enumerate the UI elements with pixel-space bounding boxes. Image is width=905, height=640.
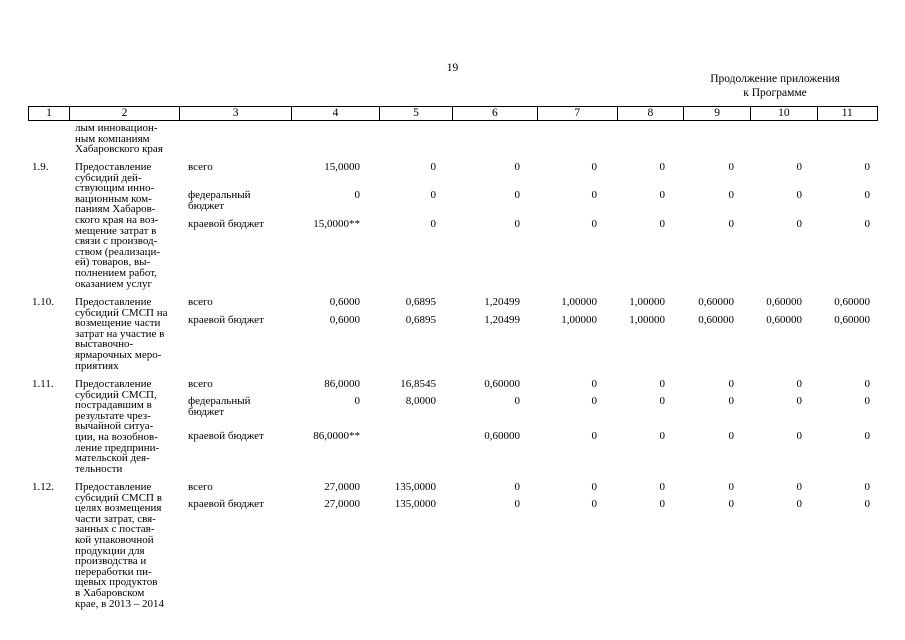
carryover-description bbox=[75, 123, 185, 155]
value-cell: 0 bbox=[864, 481, 870, 493]
value-cell: 1,00000 bbox=[561, 296, 597, 308]
value-cell: 0 bbox=[728, 481, 734, 493]
description-line: ствующим инно- bbox=[75, 182, 155, 195]
value-cell: 0 bbox=[591, 189, 597, 201]
value-cell: 0 bbox=[659, 378, 665, 390]
description-line: субсидий СМСП, bbox=[75, 388, 157, 401]
value-cell: 0 bbox=[430, 189, 436, 201]
source-label bbox=[188, 396, 288, 417]
description-line: связи с производ- bbox=[75, 235, 158, 248]
value-cell: 86,0000 bbox=[324, 378, 360, 390]
description-line: пострадавшим в bbox=[75, 399, 152, 412]
description-line: ством (реализаци- bbox=[75, 245, 161, 258]
row-description bbox=[75, 482, 185, 609]
value-cell: 0 bbox=[864, 498, 870, 510]
value-cell: 0,6000 bbox=[329, 296, 360, 308]
value-cell: 0 bbox=[796, 189, 802, 201]
description-line: ского края на воз- bbox=[75, 213, 159, 226]
value-cell: 0 bbox=[591, 395, 597, 407]
value-cell: 86,0000** bbox=[313, 430, 360, 442]
value-cell: 0 bbox=[796, 161, 802, 173]
source-label: краевой бюджет bbox=[188, 218, 264, 230]
value-cell: 15,0000 bbox=[324, 161, 360, 173]
value-cell: 1,00000 bbox=[561, 314, 597, 326]
value-cell: 0 bbox=[659, 498, 665, 510]
value-cell: 15,0000** bbox=[313, 218, 360, 230]
description-line: целях возмещения bbox=[75, 502, 162, 515]
value-cell: 0,6000 bbox=[329, 314, 360, 326]
value-cell: 1,00000 bbox=[629, 296, 665, 308]
value-cell: 0 bbox=[864, 161, 870, 173]
value-cell: 1,00000 bbox=[629, 314, 665, 326]
description-line: в Хабаровском bbox=[75, 586, 145, 599]
value-cell: 0 bbox=[728, 395, 734, 407]
value-cell: 0 bbox=[659, 430, 665, 442]
value-cell: 0 bbox=[728, 378, 734, 390]
value-cell: 0 bbox=[514, 161, 520, 173]
row-number: 1.10. bbox=[32, 296, 54, 308]
continuation-line-2: к Программе bbox=[743, 86, 807, 99]
value-cell: 0 bbox=[354, 395, 360, 407]
continuation-note bbox=[680, 73, 870, 100]
value-cell: 0 bbox=[796, 395, 802, 407]
header-col-2: 2 bbox=[69, 107, 179, 120]
value-cell: 0,60000 bbox=[834, 314, 870, 326]
carryover-line: Хабаровского края bbox=[75, 143, 163, 156]
value-cell: 0 bbox=[796, 218, 802, 230]
value-cell: 0 bbox=[591, 498, 597, 510]
carryover-line: ным компаниям bbox=[75, 132, 150, 145]
source-line: федеральный bbox=[188, 189, 251, 201]
value-cell: 27,0000 bbox=[324, 498, 360, 510]
value-cell: 135,0000 bbox=[394, 498, 436, 510]
source-label: всего bbox=[188, 378, 213, 390]
row-description bbox=[75, 162, 185, 289]
description-line: субсидий СМСП на bbox=[75, 306, 168, 319]
value-cell: 0 bbox=[728, 430, 734, 442]
value-cell: 0 bbox=[796, 430, 802, 442]
row-number: 1.12. bbox=[32, 481, 54, 493]
header-col-5: 5 bbox=[379, 107, 452, 120]
value-cell: 16,8545 bbox=[400, 378, 436, 390]
row-description bbox=[75, 297, 185, 371]
header-col-3: 3 bbox=[179, 107, 291, 120]
description-line: Предоставление bbox=[75, 378, 152, 390]
description-line: ции, на возобнов- bbox=[75, 430, 158, 443]
value-cell: 0,60000 bbox=[698, 296, 734, 308]
value-cell: 0 bbox=[659, 395, 665, 407]
row-number: 1.11. bbox=[32, 378, 54, 390]
source-label: краевой бюджет bbox=[188, 314, 264, 326]
source-label bbox=[188, 190, 288, 211]
description-line: возмещение части bbox=[75, 317, 161, 330]
value-cell: 0 bbox=[864, 189, 870, 201]
description-line: ление предприни- bbox=[75, 441, 160, 454]
source-label: всего bbox=[188, 296, 213, 308]
value-cell: 0 bbox=[430, 218, 436, 230]
description-line: занных с постав- bbox=[75, 523, 155, 536]
value-cell: 0,60000 bbox=[698, 314, 734, 326]
value-cell: 0 bbox=[514, 395, 520, 407]
value-cell: 0 bbox=[354, 189, 360, 201]
value-cell: 0,60000 bbox=[834, 296, 870, 308]
description-line: оказанием услуг bbox=[75, 277, 153, 290]
value-cell: 0 bbox=[864, 430, 870, 442]
value-cell: 0 bbox=[591, 161, 597, 173]
value-cell: 0 bbox=[659, 161, 665, 173]
continuation-line-1: Продолжение приложения bbox=[710, 73, 840, 85]
value-cell: 0 bbox=[728, 498, 734, 510]
value-cell: 135,0000 bbox=[394, 481, 436, 493]
page-number: 19 bbox=[446, 62, 459, 74]
header-col-10: 10 bbox=[750, 107, 816, 120]
value-cell: 0 bbox=[659, 481, 665, 493]
value-cell: 0 bbox=[864, 218, 870, 230]
description-line: части затрат, свя- bbox=[75, 512, 156, 525]
value-cell: 0 bbox=[864, 395, 870, 407]
description-line: кой упаковочной bbox=[75, 533, 154, 546]
value-cell: 0 bbox=[591, 481, 597, 493]
value-cell: 0,6895 bbox=[405, 314, 436, 326]
value-cell: 0 bbox=[796, 481, 802, 493]
value-cell: 1,20499 bbox=[484, 314, 520, 326]
description-line: ей) товаров, вы- bbox=[75, 256, 151, 269]
description-line: тельности bbox=[75, 462, 123, 475]
description-line: Предоставление bbox=[75, 481, 152, 493]
source-line: федеральный bbox=[188, 395, 251, 407]
description-line: ярмарочных меро- bbox=[75, 348, 162, 361]
value-cell: 0 bbox=[659, 218, 665, 230]
value-cell: 0 bbox=[796, 498, 802, 510]
source-label: всего bbox=[188, 481, 213, 493]
description-line: Предоставление bbox=[75, 161, 152, 173]
description-line: затрат на участие в bbox=[75, 327, 165, 340]
header-col-11: 11 bbox=[817, 107, 877, 120]
value-cell: 0 bbox=[591, 378, 597, 390]
header-col-1: 1 bbox=[46, 107, 52, 119]
header-col-8: 8 bbox=[617, 107, 683, 120]
source-line: бюджет bbox=[188, 405, 224, 418]
value-cell: 0 bbox=[728, 189, 734, 201]
value-cell: 0,6895 bbox=[405, 296, 436, 308]
value-cell: 0 bbox=[514, 481, 520, 493]
description-line: вычайной ситуа- bbox=[75, 420, 154, 433]
value-cell: 27,0000 bbox=[324, 481, 360, 493]
description-line: полнением работ, bbox=[75, 266, 157, 279]
value-cell: 0,60000 bbox=[484, 430, 520, 442]
source-label: краевой бюджет bbox=[188, 498, 264, 510]
value-cell: 0,60000 bbox=[766, 296, 802, 308]
description-line: результате чрез- bbox=[75, 409, 151, 422]
description-line: крае, в 2013 – 2014 bbox=[75, 597, 165, 610]
description-line: производства и bbox=[75, 555, 147, 568]
description-line: субсидий дей- bbox=[75, 171, 142, 184]
description-line: вационным ком- bbox=[75, 192, 152, 205]
value-cell: 0 bbox=[591, 430, 597, 442]
value-cell: 0 bbox=[514, 498, 520, 510]
description-line: субсидий СМСП в bbox=[75, 491, 162, 504]
source-line: бюджет bbox=[188, 199, 224, 212]
value-cell: 8,0000 bbox=[405, 395, 436, 407]
value-cell: 0 bbox=[659, 189, 665, 201]
header-col-4: 4 bbox=[291, 107, 379, 120]
value-cell: 0 bbox=[864, 378, 870, 390]
description-line: паниям Хабаров- bbox=[75, 203, 156, 216]
source-label: всего bbox=[188, 161, 213, 173]
value-cell: 0 bbox=[430, 161, 436, 173]
value-cell: 0,60000 bbox=[484, 378, 520, 390]
description-line: Предоставление bbox=[75, 296, 152, 308]
header-col-7: 7 bbox=[537, 107, 617, 120]
value-cell: 0 bbox=[728, 161, 734, 173]
table-header bbox=[28, 106, 878, 121]
header-col-6: 6 bbox=[452, 107, 537, 120]
description-line: мательской дея- bbox=[75, 452, 150, 465]
row-description bbox=[75, 379, 185, 474]
description-line: мещение затрат в bbox=[75, 224, 157, 237]
value-cell: 0 bbox=[514, 189, 520, 201]
value-cell: 0 bbox=[796, 378, 802, 390]
value-cell: 0 bbox=[728, 218, 734, 230]
description-line: щевых продуктов bbox=[75, 576, 158, 589]
value-cell: 0 bbox=[514, 218, 520, 230]
value-cell: 0,60000 bbox=[766, 314, 802, 326]
carryover-line: лым инновацион- bbox=[75, 122, 158, 134]
description-line: продукции для bbox=[75, 544, 145, 557]
source-label: краевой бюджет bbox=[188, 430, 264, 442]
description-line: приятиях bbox=[75, 359, 119, 372]
value-cell: 0 bbox=[591, 218, 597, 230]
row-number: 1.9. bbox=[32, 161, 49, 173]
header-col-9: 9 bbox=[683, 107, 750, 120]
value-cell: 1,20499 bbox=[484, 296, 520, 308]
description-line: переработки пи- bbox=[75, 565, 152, 578]
description-line: выставочно- bbox=[75, 338, 134, 351]
